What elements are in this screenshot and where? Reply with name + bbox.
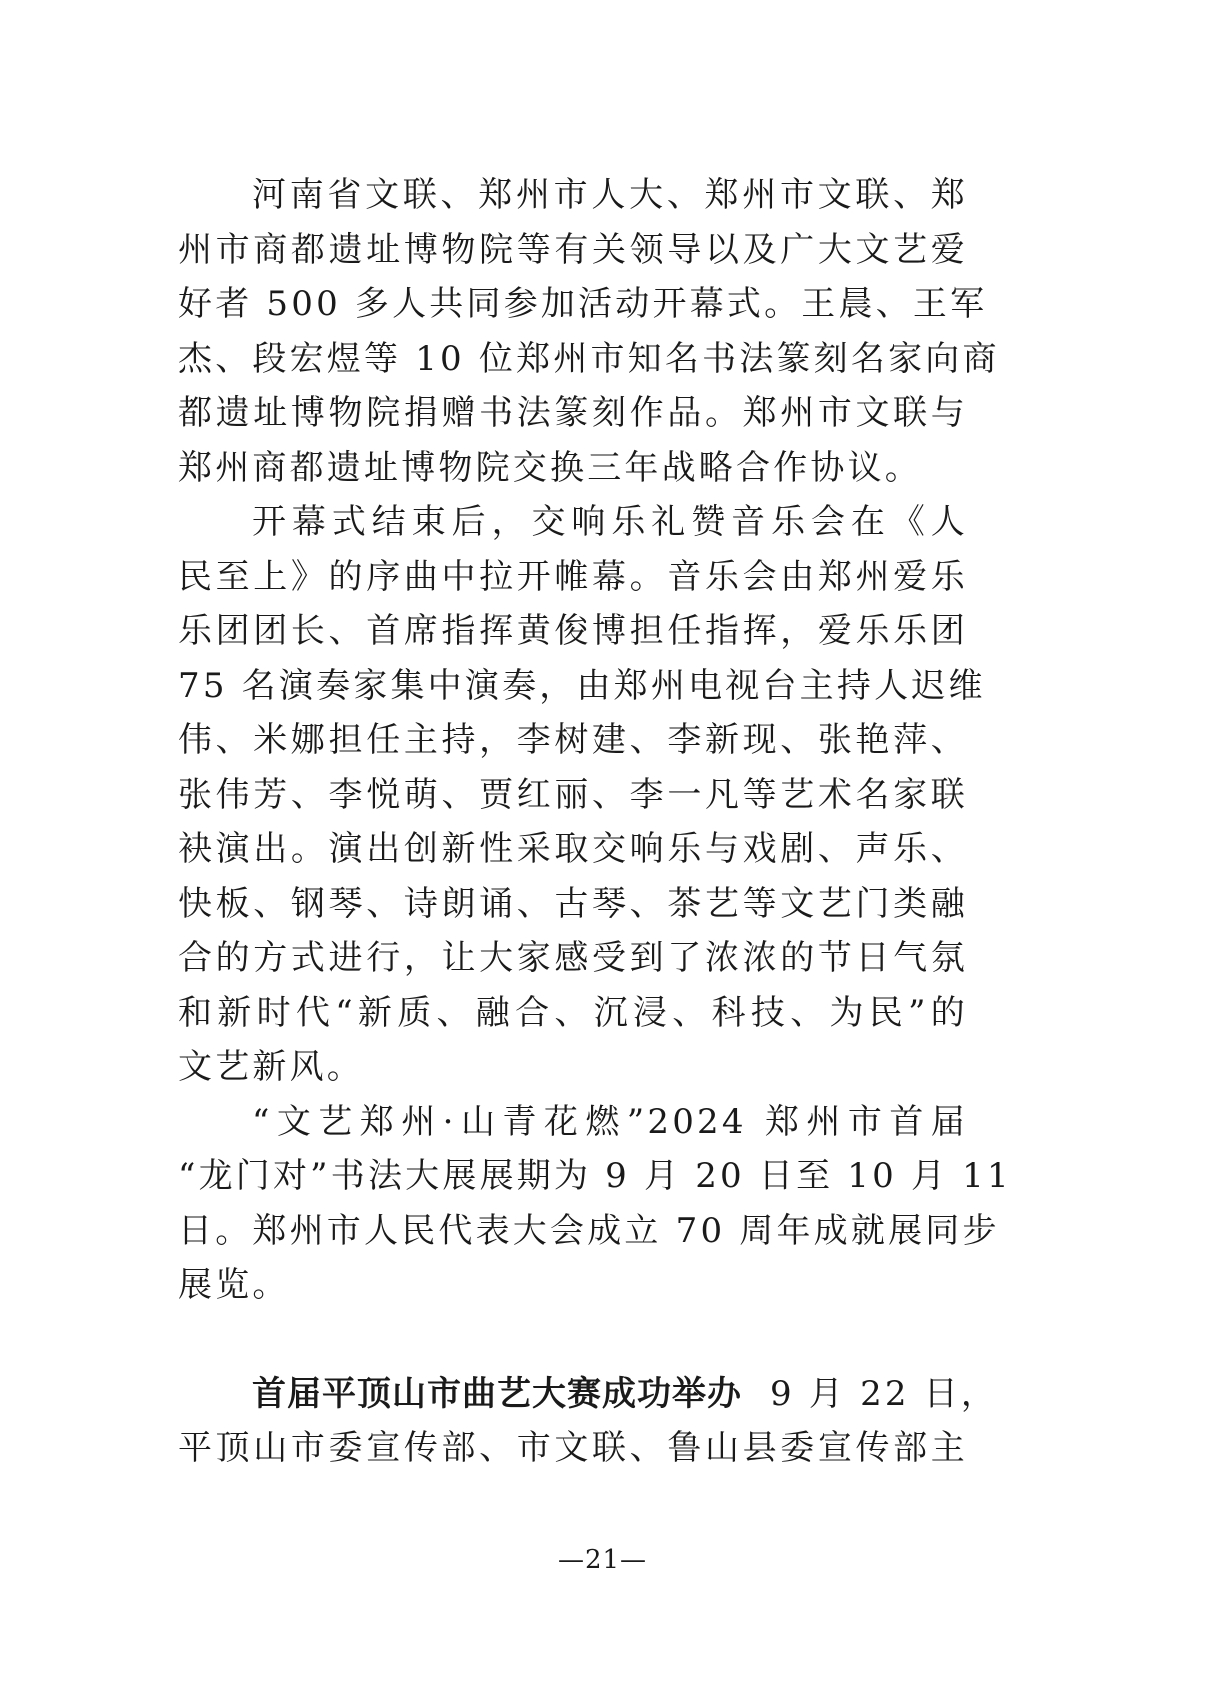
text-line: 文艺新风。 [178, 1047, 364, 1087]
text-line: “文艺郑州·山青花燃”2024 郑州市首届 [252, 1101, 968, 1142]
text-line: 杰、段宏煜等 10 位郑州市知名书法篆刻名家向商 [178, 338, 1000, 379]
paragraph-calligraphy-exhibition [178, 1095, 1012, 1313]
text-line: 州市商都遗址博物院等有关领导以及广大文艺爱 [178, 229, 968, 270]
text-line: “龙门对”书法大展展期为 9 月 20 日至 10 月 11 [178, 1156, 1012, 1196]
text-line: 日。郑州市人民代表大会成立 70 周年成就展同步 [178, 1210, 1000, 1251]
text-line: 袂演出。演出创新性采取交响乐与戏剧、声乐、 [178, 829, 968, 869]
text-line: 开幕式结束后，交响乐礼赞音乐会在《人 [252, 502, 968, 542]
text-line: 平顶山市委宣传部、市文联、鲁山县委宣传部主 [178, 1428, 968, 1468]
section-spacer [178, 1313, 968, 1367]
text-line: 合的方式进行，让大家感受到了浓浓的节日气氛 [178, 938, 968, 978]
text-line: 河南省文联、郑州市人大、郑州市文联、郑 [252, 175, 968, 215]
text-line: 张伟芳、李悦萌、贾红丽、李一凡等艺术名家联 [178, 774, 968, 815]
news-item-pingdingshan [178, 1367, 999, 1476]
text-line: 伟、米娜担任主持，李树建、李新现、张艳萍、 [178, 720, 968, 760]
text-line: 和新时代“新质、融合、沉浸、科技、为民”的 [178, 992, 968, 1033]
news-headline: 首届平顶山市曲艺大赛成功举办 [252, 1373, 742, 1414]
text-line: 快板、钢琴、诗朗诵、古琴、茶艺等文艺门类融 [178, 883, 968, 924]
text-line: 好者 500 多人共同参加活动开幕式。王晨、王军 [178, 284, 988, 324]
document-body [178, 168, 1012, 1476]
text-line: 民至上》的序曲中拉开帷幕。音乐会由郑州爱乐 [178, 556, 968, 597]
text-line: 都遗址博物院捐赠书法篆刻作品。郑州市文联与 [178, 393, 968, 433]
page-number: —21— [557, 1545, 648, 1575]
news-lead-date: 9 月 22 日， [770, 1373, 999, 1414]
text-line: 展览。 [178, 1265, 290, 1305]
news-headline-line [178, 1367, 999, 1422]
paragraph-concert [178, 495, 986, 1095]
text-line: 乐团团长、首席指挥黄俊博担任指挥，爱乐乐团 [178, 611, 968, 651]
text-line: 郑州商都遗址博物院交换三年战略合作协议。 [178, 447, 922, 488]
text-line: 75 名演奏家集中演奏，由郑州电视台主持人迟维 [178, 665, 986, 706]
paragraph-opening-ceremony [178, 168, 1000, 495]
